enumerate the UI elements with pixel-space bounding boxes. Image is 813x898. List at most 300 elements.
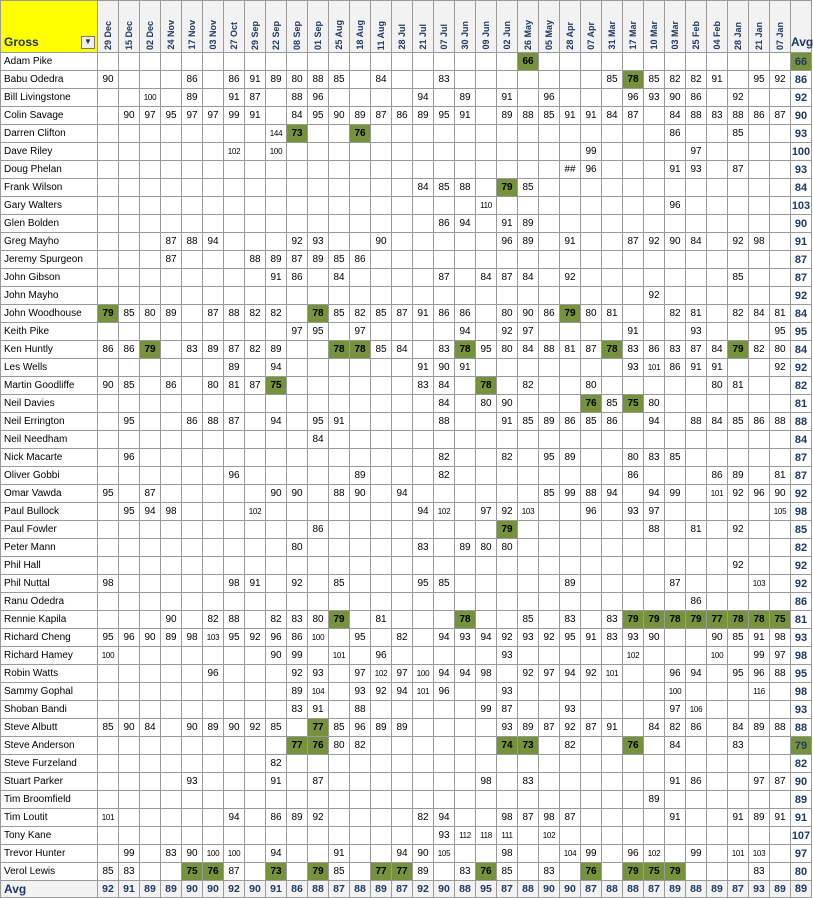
column-header-date[interactable]	[392, 1, 413, 53]
score-cell[interactable]: 81	[770, 467, 791, 485]
score-cell[interactable]: 76	[350, 125, 371, 143]
score-cell[interactable]	[140, 251, 161, 269]
score-cell[interactable]	[392, 809, 413, 827]
score-cell[interactable]	[539, 701, 560, 719]
score-cell[interactable]	[770, 89, 791, 107]
score-cell[interactable]	[392, 143, 413, 161]
score-cell[interactable]: 94	[203, 233, 224, 251]
score-cell[interactable]: 89	[161, 629, 182, 647]
score-cell[interactable]	[770, 521, 791, 539]
score-cell[interactable]	[224, 539, 245, 557]
score-cell[interactable]: 84	[434, 395, 455, 413]
score-cell[interactable]	[287, 845, 308, 863]
score-cell[interactable]: 87	[686, 341, 707, 359]
score-cell[interactable]	[140, 737, 161, 755]
column-header-avg[interactable]: Avg	[791, 1, 812, 53]
score-cell[interactable]	[434, 53, 455, 71]
score-cell[interactable]: 87	[224, 413, 245, 431]
score-cell[interactable]	[728, 773, 749, 791]
score-cell[interactable]: 79	[329, 611, 350, 629]
score-cell[interactable]: 92	[728, 557, 749, 575]
score-cell[interactable]: 95	[224, 629, 245, 647]
score-cell[interactable]: 99	[581, 143, 602, 161]
score-cell[interactable]: 89	[224, 359, 245, 377]
player-name-cell[interactable]: Shoban Bandi	[1, 701, 98, 719]
score-cell[interactable]: 94	[686, 665, 707, 683]
score-cell[interactable]	[749, 53, 770, 71]
score-cell[interactable]	[644, 125, 665, 143]
score-cell[interactable]: 92	[518, 665, 539, 683]
score-cell[interactable]	[749, 197, 770, 215]
score-cell[interactable]: 93	[644, 89, 665, 107]
footer-label[interactable]: Avg	[1, 881, 98, 898]
score-cell[interactable]	[182, 359, 203, 377]
column-header-date[interactable]	[287, 1, 308, 53]
score-cell[interactable]	[98, 107, 119, 125]
column-average-cell[interactable]: 87	[497, 881, 518, 898]
column-header-date[interactable]	[770, 1, 791, 53]
score-cell[interactable]	[539, 53, 560, 71]
score-cell[interactable]	[644, 377, 665, 395]
score-cell[interactable]	[560, 215, 581, 233]
score-cell[interactable]	[665, 647, 686, 665]
score-cell[interactable]: 92	[245, 719, 266, 737]
score-cell[interactable]	[728, 359, 749, 377]
score-cell[interactable]	[182, 305, 203, 323]
score-cell[interactable]	[539, 431, 560, 449]
column-average-cell[interactable]: 89	[371, 881, 392, 898]
score-cell[interactable]	[749, 737, 770, 755]
column-header-date[interactable]	[371, 1, 392, 53]
score-cell[interactable]	[539, 269, 560, 287]
player-name-cell[interactable]: Dave Riley	[1, 143, 98, 161]
score-cell[interactable]: 95	[749, 71, 770, 89]
score-cell[interactable]	[329, 467, 350, 485]
score-cell[interactable]	[413, 611, 434, 629]
score-cell[interactable]	[434, 593, 455, 611]
score-cell[interactable]	[203, 161, 224, 179]
score-cell[interactable]	[245, 737, 266, 755]
score-cell[interactable]	[602, 683, 623, 701]
score-cell[interactable]: 84	[644, 719, 665, 737]
score-cell[interactable]	[161, 269, 182, 287]
score-cell[interactable]: 91	[413, 359, 434, 377]
column-average-cell[interactable]: 90	[182, 881, 203, 898]
score-cell[interactable]	[728, 431, 749, 449]
score-cell[interactable]	[602, 467, 623, 485]
column-header-date[interactable]	[602, 1, 623, 53]
score-cell[interactable]: 92	[245, 629, 266, 647]
score-cell[interactable]: 85	[329, 251, 350, 269]
score-cell[interactable]: 89	[455, 539, 476, 557]
score-cell[interactable]	[329, 89, 350, 107]
score-cell[interactable]	[371, 791, 392, 809]
score-cell[interactable]: 94	[476, 629, 497, 647]
score-cell[interactable]: 102	[539, 827, 560, 845]
player-name-cell[interactable]: Steve Furzeland	[1, 755, 98, 773]
score-cell[interactable]	[413, 737, 434, 755]
score-cell[interactable]	[203, 143, 224, 161]
score-cell[interactable]	[707, 557, 728, 575]
score-cell[interactable]	[476, 683, 497, 701]
score-cell[interactable]	[770, 215, 791, 233]
player-name-cell[interactable]: Nick Macarte	[1, 449, 98, 467]
score-cell[interactable]: 73	[266, 863, 287, 881]
score-cell[interactable]: 88	[224, 305, 245, 323]
score-cell[interactable]	[161, 161, 182, 179]
score-cell[interactable]	[434, 755, 455, 773]
score-cell[interactable]	[539, 737, 560, 755]
score-cell[interactable]: 100	[98, 647, 119, 665]
score-cell[interactable]	[266, 161, 287, 179]
score-cell[interactable]	[497, 485, 518, 503]
score-cell[interactable]	[434, 773, 455, 791]
score-cell[interactable]	[224, 503, 245, 521]
score-cell[interactable]	[497, 143, 518, 161]
score-cell[interactable]: 100	[308, 629, 329, 647]
score-cell[interactable]	[623, 305, 644, 323]
score-cell[interactable]	[371, 53, 392, 71]
score-cell[interactable]	[644, 179, 665, 197]
score-cell[interactable]: 112	[455, 827, 476, 845]
score-cell[interactable]: 85	[329, 719, 350, 737]
column-average-cell[interactable]: 92	[224, 881, 245, 898]
score-cell[interactable]	[203, 503, 224, 521]
score-cell[interactable]	[623, 521, 644, 539]
score-cell[interactable]	[350, 215, 371, 233]
score-cell[interactable]	[497, 71, 518, 89]
score-cell[interactable]	[644, 143, 665, 161]
score-cell[interactable]: 91	[497, 89, 518, 107]
score-cell[interactable]: 92	[497, 629, 518, 647]
score-cell[interactable]	[413, 341, 434, 359]
score-cell[interactable]	[413, 485, 434, 503]
score-cell[interactable]	[707, 701, 728, 719]
score-cell[interactable]	[350, 863, 371, 881]
score-cell[interactable]	[203, 539, 224, 557]
score-cell[interactable]: 86	[224, 71, 245, 89]
filter-dropdown-icon[interactable]: ▼	[81, 36, 95, 49]
score-cell[interactable]	[476, 125, 497, 143]
score-cell[interactable]	[413, 629, 434, 647]
player-average-cell[interactable]: 82	[791, 755, 812, 773]
score-cell[interactable]	[476, 431, 497, 449]
score-cell[interactable]	[518, 593, 539, 611]
score-cell[interactable]	[224, 323, 245, 341]
score-cell[interactable]	[455, 773, 476, 791]
column-average-cell[interactable]: 90	[203, 881, 224, 898]
score-cell[interactable]: 93	[623, 359, 644, 377]
score-cell[interactable]	[707, 521, 728, 539]
score-cell[interactable]: 82	[266, 305, 287, 323]
player-average-cell[interactable]: 90	[791, 107, 812, 125]
score-cell[interactable]	[371, 809, 392, 827]
score-cell[interactable]	[224, 215, 245, 233]
score-cell[interactable]: 83	[707, 107, 728, 125]
score-cell[interactable]: 105	[434, 845, 455, 863]
score-cell[interactable]	[287, 431, 308, 449]
player-average-cell[interactable]: 93	[791, 629, 812, 647]
score-cell[interactable]	[119, 89, 140, 107]
score-cell[interactable]	[266, 179, 287, 197]
score-cell[interactable]	[287, 521, 308, 539]
score-cell[interactable]	[329, 233, 350, 251]
score-cell[interactable]: 84	[665, 737, 686, 755]
score-cell[interactable]	[308, 179, 329, 197]
score-cell[interactable]	[602, 539, 623, 557]
score-cell[interactable]	[413, 467, 434, 485]
score-cell[interactable]	[413, 395, 434, 413]
player-average-cell[interactable]: 86	[791, 71, 812, 89]
score-cell[interactable]	[644, 575, 665, 593]
score-cell[interactable]: 81	[770, 305, 791, 323]
score-cell[interactable]: 88	[539, 341, 560, 359]
score-cell[interactable]: 96	[224, 467, 245, 485]
score-cell[interactable]	[455, 521, 476, 539]
score-cell[interactable]	[665, 143, 686, 161]
score-cell[interactable]	[581, 575, 602, 593]
score-cell[interactable]	[161, 323, 182, 341]
score-cell[interactable]	[602, 737, 623, 755]
score-cell[interactable]: 93	[308, 233, 329, 251]
score-cell[interactable]	[350, 287, 371, 305]
player-name-cell[interactable]: Richard Cheng	[1, 629, 98, 647]
score-cell[interactable]: 92	[308, 809, 329, 827]
score-cell[interactable]	[245, 665, 266, 683]
score-cell[interactable]	[245, 215, 266, 233]
score-cell[interactable]	[413, 521, 434, 539]
score-cell[interactable]	[329, 593, 350, 611]
score-cell[interactable]	[350, 179, 371, 197]
score-cell[interactable]	[329, 755, 350, 773]
score-cell[interactable]: 93	[434, 827, 455, 845]
score-cell[interactable]	[455, 647, 476, 665]
score-cell[interactable]	[119, 125, 140, 143]
score-cell[interactable]	[560, 395, 581, 413]
score-cell[interactable]	[623, 53, 644, 71]
score-cell[interactable]: 78	[350, 341, 371, 359]
score-cell[interactable]	[98, 287, 119, 305]
score-cell[interactable]	[518, 845, 539, 863]
score-cell[interactable]	[455, 287, 476, 305]
score-cell[interactable]	[497, 377, 518, 395]
score-cell[interactable]	[119, 485, 140, 503]
score-cell[interactable]: 96	[434, 683, 455, 701]
score-cell[interactable]	[119, 53, 140, 71]
score-cell[interactable]	[749, 701, 770, 719]
score-cell[interactable]	[644, 161, 665, 179]
score-cell[interactable]: 92	[728, 89, 749, 107]
score-cell[interactable]	[770, 557, 791, 575]
score-cell[interactable]	[119, 287, 140, 305]
score-cell[interactable]	[392, 215, 413, 233]
score-cell[interactable]: 79	[497, 521, 518, 539]
score-cell[interactable]	[728, 143, 749, 161]
score-cell[interactable]	[98, 251, 119, 269]
score-cell[interactable]	[182, 683, 203, 701]
score-cell[interactable]	[728, 827, 749, 845]
score-cell[interactable]	[581, 521, 602, 539]
score-cell[interactable]	[581, 71, 602, 89]
score-cell[interactable]	[140, 791, 161, 809]
score-cell[interactable]: 77	[392, 863, 413, 881]
score-cell[interactable]: 82	[665, 71, 686, 89]
score-cell[interactable]: 73	[287, 125, 308, 143]
score-cell[interactable]	[371, 413, 392, 431]
score-cell[interactable]	[623, 161, 644, 179]
player-name-cell[interactable]: Phil Nuttal	[1, 575, 98, 593]
score-cell[interactable]	[749, 161, 770, 179]
score-cell[interactable]	[644, 269, 665, 287]
score-cell[interactable]: 78	[749, 611, 770, 629]
score-cell[interactable]	[245, 755, 266, 773]
score-cell[interactable]	[392, 395, 413, 413]
score-cell[interactable]: 89	[266, 251, 287, 269]
score-cell[interactable]: 99	[287, 647, 308, 665]
score-cell[interactable]	[455, 125, 476, 143]
score-cell[interactable]	[266, 449, 287, 467]
score-cell[interactable]	[182, 251, 203, 269]
score-cell[interactable]: 84	[686, 233, 707, 251]
score-cell[interactable]: 88	[770, 665, 791, 683]
score-cell[interactable]	[560, 53, 581, 71]
score-cell[interactable]	[371, 215, 392, 233]
score-cell[interactable]: 85	[602, 395, 623, 413]
score-cell[interactable]	[266, 197, 287, 215]
score-cell[interactable]: 85	[434, 179, 455, 197]
score-cell[interactable]	[476, 449, 497, 467]
score-cell[interactable]	[392, 557, 413, 575]
score-cell[interactable]: 95	[413, 575, 434, 593]
player-name-cell[interactable]: Phil Hall	[1, 557, 98, 575]
score-cell[interactable]	[329, 665, 350, 683]
score-cell[interactable]	[308, 557, 329, 575]
score-cell[interactable]	[602, 701, 623, 719]
score-cell[interactable]: 82	[434, 467, 455, 485]
player-average-cell[interactable]: 87	[791, 269, 812, 287]
score-cell[interactable]: 91	[560, 233, 581, 251]
score-cell[interactable]	[686, 575, 707, 593]
score-cell[interactable]: 102	[371, 665, 392, 683]
score-cell[interactable]	[560, 557, 581, 575]
score-cell[interactable]: 86	[98, 341, 119, 359]
player-average-cell[interactable]: 81	[791, 395, 812, 413]
score-cell[interactable]: 101	[707, 485, 728, 503]
score-cell[interactable]	[245, 521, 266, 539]
score-cell[interactable]	[770, 395, 791, 413]
score-cell[interactable]: 80	[497, 341, 518, 359]
score-cell[interactable]: 96	[749, 665, 770, 683]
column-average-cell[interactable]: 89	[140, 881, 161, 898]
score-cell[interactable]	[98, 701, 119, 719]
score-cell[interactable]: 82	[245, 305, 266, 323]
player-name-cell[interactable]: Doug Phelan	[1, 161, 98, 179]
score-cell[interactable]	[665, 251, 686, 269]
score-cell[interactable]: 88	[770, 413, 791, 431]
score-cell[interactable]	[119, 683, 140, 701]
score-cell[interactable]: 84	[518, 341, 539, 359]
score-cell[interactable]	[455, 467, 476, 485]
score-cell[interactable]	[665, 323, 686, 341]
score-cell[interactable]: 94	[602, 485, 623, 503]
score-cell[interactable]	[602, 647, 623, 665]
score-cell[interactable]	[203, 89, 224, 107]
score-cell[interactable]: 98	[476, 773, 497, 791]
score-cell[interactable]	[665, 557, 686, 575]
score-cell[interactable]: 87	[770, 773, 791, 791]
score-cell[interactable]: 102	[245, 503, 266, 521]
score-cell[interactable]	[602, 269, 623, 287]
score-cell[interactable]	[182, 143, 203, 161]
score-cell[interactable]: 76	[581, 395, 602, 413]
column-header-date[interactable]	[749, 1, 770, 53]
score-cell[interactable]	[476, 413, 497, 431]
score-cell[interactable]	[224, 53, 245, 71]
score-cell[interactable]	[392, 449, 413, 467]
score-cell[interactable]: 100	[224, 845, 245, 863]
score-cell[interactable]: 99	[686, 845, 707, 863]
score-cell[interactable]	[392, 161, 413, 179]
score-cell[interactable]: 83	[665, 341, 686, 359]
score-cell[interactable]: 101	[602, 665, 623, 683]
score-cell[interactable]: 91	[413, 305, 434, 323]
score-cell[interactable]: 91	[245, 575, 266, 593]
score-cell[interactable]: 89	[203, 719, 224, 737]
score-cell[interactable]	[518, 197, 539, 215]
score-cell[interactable]: 89	[749, 719, 770, 737]
score-cell[interactable]	[518, 575, 539, 593]
score-cell[interactable]	[98, 521, 119, 539]
score-cell[interactable]	[539, 287, 560, 305]
score-cell[interactable]	[308, 197, 329, 215]
score-cell[interactable]: 89	[518, 719, 539, 737]
score-cell[interactable]: 77	[287, 737, 308, 755]
score-cell[interactable]	[581, 809, 602, 827]
score-cell[interactable]: 94	[392, 845, 413, 863]
score-cell[interactable]: 105	[770, 503, 791, 521]
score-cell[interactable]: 96	[497, 233, 518, 251]
score-cell[interactable]: 97	[203, 107, 224, 125]
score-cell[interactable]	[371, 521, 392, 539]
score-cell[interactable]: 91	[581, 629, 602, 647]
score-cell[interactable]	[161, 557, 182, 575]
score-cell[interactable]	[455, 485, 476, 503]
score-cell[interactable]: 91	[308, 701, 329, 719]
score-cell[interactable]	[476, 485, 497, 503]
score-cell[interactable]: 102	[434, 503, 455, 521]
score-cell[interactable]: 92	[728, 521, 749, 539]
score-cell[interactable]: 97	[539, 665, 560, 683]
column-average-cell[interactable]: 88	[350, 881, 371, 898]
score-cell[interactable]: 89	[392, 719, 413, 737]
score-cell[interactable]	[350, 521, 371, 539]
score-cell[interactable]	[707, 143, 728, 161]
score-cell[interactable]	[392, 269, 413, 287]
score-cell[interactable]	[392, 377, 413, 395]
score-cell[interactable]	[371, 737, 392, 755]
score-cell[interactable]: 82	[245, 341, 266, 359]
score-cell[interactable]	[560, 863, 581, 881]
score-cell[interactable]	[224, 683, 245, 701]
score-cell[interactable]	[98, 503, 119, 521]
score-cell[interactable]	[245, 395, 266, 413]
score-cell[interactable]	[266, 53, 287, 71]
score-cell[interactable]	[371, 431, 392, 449]
score-cell[interactable]	[476, 647, 497, 665]
score-cell[interactable]	[539, 467, 560, 485]
score-cell[interactable]: 84	[287, 107, 308, 125]
score-cell[interactable]	[455, 71, 476, 89]
